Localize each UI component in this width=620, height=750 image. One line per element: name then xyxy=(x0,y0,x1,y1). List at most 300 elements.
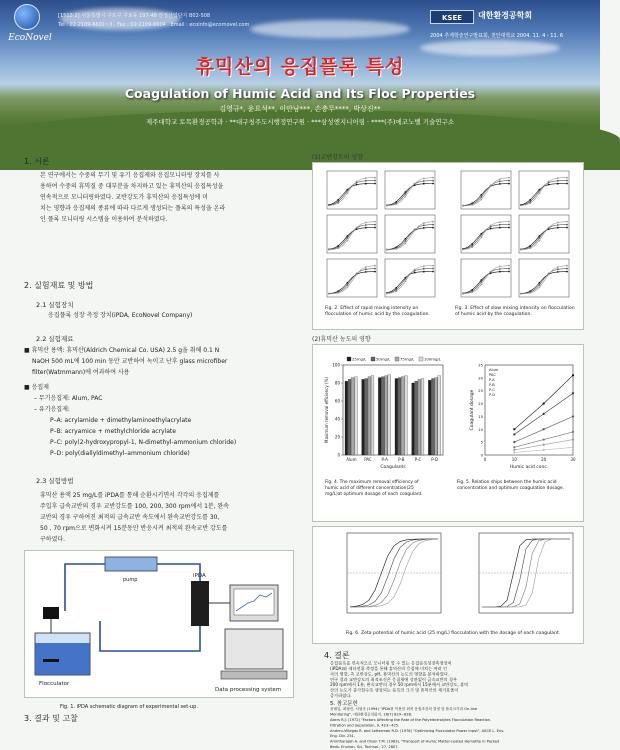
growth-point xyxy=(471,243,473,245)
growth-point xyxy=(539,190,541,192)
growth-point xyxy=(481,236,483,238)
growth-point xyxy=(347,287,349,289)
bar xyxy=(412,383,415,455)
x-tick-label: P-B xyxy=(398,457,405,462)
bar xyxy=(382,377,385,455)
econovel-logo xyxy=(6,4,50,46)
growth-point xyxy=(508,183,510,185)
method-paragraph xyxy=(40,490,229,545)
y-tick-label: 60 xyxy=(334,398,340,404)
results-heading: 3. 결과 및 고찰 xyxy=(24,714,78,723)
fig2-caption: Fig. 2. Effect of rapid mixing intensity on flocculation of humic acid by the coagulation. xyxy=(325,306,430,317)
legend-label: PAC xyxy=(489,373,496,377)
legend-swatch xyxy=(347,357,351,361)
fig5-caption-line: Fig. 5. Relation ships between the humic acid xyxy=(457,480,557,485)
text-line: 인 플록 모니터링 시스템을 이용하여 분석하였다. xyxy=(40,216,168,223)
growth-point xyxy=(471,246,473,248)
growth-point xyxy=(374,224,376,226)
growth-point xyxy=(365,266,367,268)
text-line: 용하여 수중의 휴믹질 중 대부분을 차지하고 있는 휴믹산의 응집특성을 xyxy=(40,183,224,190)
monitor-screen xyxy=(234,589,274,615)
growth-point xyxy=(365,271,367,273)
growth-point xyxy=(471,291,473,293)
legend-label: 75mg/L xyxy=(400,356,415,362)
growth-point xyxy=(520,249,522,251)
concentration-plots-svg xyxy=(313,345,585,523)
x-tick-label: P-A xyxy=(381,457,388,462)
flocculator-label: Flocculator xyxy=(39,681,70,687)
growth-point xyxy=(432,271,434,273)
bar xyxy=(362,379,365,455)
legend-label: Alum xyxy=(489,368,499,372)
growth-point xyxy=(566,224,568,226)
y-tick-label: 5 xyxy=(480,439,483,445)
legend-swatch xyxy=(395,357,399,361)
growth-point xyxy=(539,192,541,194)
fig1-svg xyxy=(25,551,295,699)
growth-point xyxy=(423,271,425,273)
cloud-shape xyxy=(250,20,410,38)
data-point xyxy=(572,438,574,440)
growth-point xyxy=(432,265,434,267)
growth-point xyxy=(508,180,510,182)
y-tick-label: 0 xyxy=(337,452,340,458)
reagents-paragraph xyxy=(24,345,236,459)
text-line: NaOH 500 mL에 100 min 동안 교반하여 녹이고 난후 glass microfiber xyxy=(32,358,228,365)
bar xyxy=(438,376,441,455)
data-point xyxy=(513,428,515,430)
bar xyxy=(435,378,438,455)
y-axis-label: Coagulant dosage xyxy=(470,389,475,431)
growth-point xyxy=(374,268,376,270)
bar xyxy=(351,378,354,455)
growth-point xyxy=(481,284,483,286)
data-point xyxy=(543,402,545,404)
intro-paragraph xyxy=(40,170,225,225)
mixing-figure-panel xyxy=(312,162,584,330)
bar xyxy=(401,377,404,455)
growth-point xyxy=(432,227,434,229)
growth-point xyxy=(374,227,376,229)
growth-point xyxy=(499,266,501,268)
data-point xyxy=(572,446,574,448)
conclusion-and-refs xyxy=(330,661,590,750)
growth-point xyxy=(395,290,397,292)
growth-point xyxy=(405,240,407,242)
growth-point xyxy=(508,224,510,226)
society-badge: KSEE xyxy=(430,10,474,24)
growth-point xyxy=(405,243,407,245)
growth-point xyxy=(347,284,349,286)
growth-point xyxy=(557,227,559,229)
growth-point xyxy=(539,287,541,289)
zeta-figure-panel xyxy=(312,526,584,644)
x-tick-label: P-D xyxy=(431,457,439,462)
data-point xyxy=(543,444,545,446)
growth-point xyxy=(414,229,416,231)
text-line: – 무기응집제: Alum, PAC xyxy=(34,395,103,402)
society-name: 대한환경공학회 xyxy=(478,11,533,20)
x-tick-label: P-C xyxy=(414,457,422,462)
growth-point xyxy=(499,227,501,229)
growth-point xyxy=(405,238,407,240)
growth-point xyxy=(462,205,464,207)
growth-point xyxy=(508,221,510,223)
growth-point xyxy=(499,183,501,185)
growth-point xyxy=(347,190,349,192)
mini-plot-frame xyxy=(385,259,435,297)
keyboard xyxy=(221,671,287,679)
globe-icon xyxy=(14,4,40,30)
growth-point xyxy=(566,227,568,229)
growth-point xyxy=(432,221,434,223)
growth-point xyxy=(557,268,559,270)
growth-point xyxy=(566,221,568,223)
text-line: 주입후 급속교반의 경우 교반강도를 100, 200, 300 rpm에서 1분, 완속 xyxy=(40,503,230,510)
ref-line: Andreu-Villegas R. and Letterman R.D. (1976) "Optimizing Flocculator Power Input", ASCE L. Env. xyxy=(330,728,505,733)
growth-point xyxy=(529,247,531,249)
y-tick-label: 35 xyxy=(478,362,483,368)
apparatus-text xyxy=(48,310,192,321)
mini-plot-frame xyxy=(519,171,569,209)
growth-point xyxy=(423,268,425,270)
refs-heading: 5. 참고문헌 xyxy=(330,700,358,707)
data-point xyxy=(513,433,515,435)
zeta-plots-svg xyxy=(313,527,585,627)
text-line: P–A: acrylamide + dimethylaminoethylacrylate xyxy=(50,417,192,424)
data-point xyxy=(543,449,545,451)
conclusion-heading: 4. 결론 xyxy=(324,651,350,660)
poster-title-ko: 휴믹산의 응집플록 특성 xyxy=(195,56,405,78)
legend-label: P-D xyxy=(489,393,496,397)
growth-point xyxy=(328,249,330,251)
growth-point xyxy=(539,284,541,286)
growth-point xyxy=(423,178,425,180)
ipda-unit xyxy=(191,581,209,626)
growth-point xyxy=(566,271,568,273)
growth-point xyxy=(405,280,407,282)
growth-point xyxy=(557,271,559,273)
legend-swatch xyxy=(371,357,375,361)
growth-point xyxy=(548,184,550,186)
impeller xyxy=(43,659,59,662)
intro-heading: 1. 서론 xyxy=(24,157,50,166)
legend-label: 50mg/L xyxy=(376,356,391,362)
y-tick-label: 0 xyxy=(480,452,483,458)
x-tick-label: 10 xyxy=(511,457,517,462)
text-line: 산의 농도가 증가할수록 생성되는 플록의 크기 및 휴믹산의 제거효율이 xyxy=(330,688,459,693)
contact-address: [1512-2] 서울특별시 구로구 구로동 197-48 안정산업단지 B02-508 xyxy=(58,13,211,19)
mixing-plots-svg xyxy=(313,163,585,301)
growth-point xyxy=(566,265,568,267)
y-axis-label: Maximum removal efficiency (%) xyxy=(324,377,329,443)
stirrer-motor xyxy=(43,607,59,619)
growth-point xyxy=(462,293,464,295)
growth-point xyxy=(432,183,434,185)
text-line: 증가하였다. xyxy=(330,693,352,699)
text-line: 200 rpm에서 1분, 완속교반의 경우 50 rpm에서 15분에서 교반강도, 휴믹 xyxy=(330,682,469,688)
growth-point xyxy=(374,183,376,185)
growth-point xyxy=(356,181,358,183)
growth-point xyxy=(347,240,349,242)
legend-label: 100mg/L xyxy=(424,356,441,362)
fig1-schematic xyxy=(24,550,294,698)
growth-point xyxy=(529,202,531,204)
bar xyxy=(355,377,358,455)
text-span: 응집제 xyxy=(31,384,49,391)
growth-point xyxy=(508,268,510,270)
data-point xyxy=(513,451,515,453)
tube-line xyxy=(65,564,105,611)
text-line: 응집플록 성장 측정 장치(iPDA, EcoNovel Company) xyxy=(48,312,193,319)
growth-point xyxy=(481,281,483,283)
growth-point xyxy=(499,178,501,180)
text-line: 휴믹산 용액 25 mg/L를 iPDA를 통해 순환시키면서 각각의 응집제를 xyxy=(40,492,220,499)
growth-point xyxy=(337,199,339,201)
growth-point xyxy=(432,177,434,179)
pump-body xyxy=(105,557,157,571)
growth-point xyxy=(356,184,358,186)
fig4-caption-line: mg/L)at optimum dosage of each coagulant. xyxy=(325,492,423,497)
contact-phone: Tel : 02-2109-6601~3 . Fax : 02-2109-6604 . Email : ecoinfo@ecornovel.com xyxy=(58,22,250,28)
data-point xyxy=(572,431,574,433)
text-span: 휴믹산 용액: 휴믹산(Aldrich Chemical Co. USA) 2.5 g을 취해 0.1 N xyxy=(31,347,220,354)
y-tick-label: 30 xyxy=(478,375,483,381)
fig4-caption-line: Fig. 4. The maximum removal efficiency of xyxy=(325,480,419,485)
panel2-label: (2)휴믹산 농도의 영향 xyxy=(312,336,371,343)
bar xyxy=(368,377,371,455)
growth-point xyxy=(386,249,388,251)
growth-point xyxy=(499,268,501,270)
growth-point xyxy=(374,265,376,267)
growth-point xyxy=(499,271,501,273)
panel1-label: (1)교반강도의 영향 xyxy=(312,154,363,161)
growth-point xyxy=(337,292,339,294)
data-point xyxy=(572,374,574,376)
bar xyxy=(385,376,388,455)
growth-point xyxy=(365,180,367,182)
bar xyxy=(398,378,401,455)
data-point xyxy=(572,415,574,417)
bar xyxy=(415,381,418,455)
x-axis-label: Coagulants xyxy=(380,465,406,470)
growth-point xyxy=(499,224,501,226)
poster-title-en: Coagulation of Humic Acid and Its Floc Properties xyxy=(124,86,476,101)
growth-point xyxy=(490,225,492,227)
growth-point xyxy=(386,293,388,295)
growth-point xyxy=(347,237,349,239)
growth-point xyxy=(548,181,550,183)
fig1-caption: Fig. 1. iPDA schematic diagram of experimental set-up. xyxy=(60,704,198,710)
bar xyxy=(348,379,351,455)
x-tick-label: 20 xyxy=(541,457,547,462)
mini-plot-frame xyxy=(461,215,511,253)
bar-plot-frame xyxy=(343,365,443,455)
growth-point xyxy=(539,240,541,242)
y-tick-label: 100 xyxy=(332,362,340,368)
growth-point xyxy=(414,183,416,185)
methods-heading: 2. 실험재료 및 방법 xyxy=(24,281,94,290)
growth-point xyxy=(490,185,492,187)
fig5-caption-line: concentration and optimum coagulation dosage. xyxy=(457,486,565,491)
growth-point xyxy=(365,268,367,270)
daq-label: Data processing system xyxy=(215,687,282,693)
growth-point xyxy=(365,222,367,224)
ref-line: Amirtharajah A. and Olson T.M. (1983), "Transport of Humic Matter-coated Hematite in Packed xyxy=(330,739,500,744)
ref-line: Beds. Environ. Sci. Technol., 27, 2807. xyxy=(330,745,399,750)
growth-point xyxy=(557,266,559,268)
growth-point xyxy=(337,247,339,249)
growth-point xyxy=(481,199,483,201)
growth-point xyxy=(539,237,541,239)
apparatus-heading: 2.1 실험장치 xyxy=(36,301,74,309)
growth-point xyxy=(365,183,367,185)
affiliation-list: 제주대학교 토목환경공학과 · **대구청주도시행정연구원 · ***삼성엔지니어링 · ****(주)에코노벨 기술연구소 xyxy=(145,118,455,126)
bar xyxy=(378,378,381,455)
growth-point xyxy=(508,271,510,273)
growth-point xyxy=(423,265,425,267)
x-tick-label: 30 xyxy=(570,457,576,462)
concentration-figure-panel xyxy=(312,344,584,522)
author-list: 김영규*, 윤요석**, 이안남***, 손충무****, 박상진** xyxy=(219,105,381,113)
bar xyxy=(371,376,374,455)
x-tick-label: Alum xyxy=(346,457,357,462)
growth-point xyxy=(374,271,376,273)
growth-point xyxy=(490,271,492,273)
x-tick-label: 0 xyxy=(483,457,487,462)
growth-point xyxy=(566,177,568,179)
growth-point xyxy=(481,234,483,236)
data-point xyxy=(572,392,574,394)
y-tick-label: 20 xyxy=(334,434,340,440)
growth-point xyxy=(432,224,434,226)
tube-line xyxy=(100,621,200,651)
bar xyxy=(388,375,391,455)
growth-point xyxy=(365,224,367,226)
growth-point xyxy=(566,183,568,185)
growth-point xyxy=(557,183,559,185)
legend-label: P-C xyxy=(489,388,495,392)
logo-text: EcoNovel xyxy=(8,33,52,43)
growth-point xyxy=(374,180,376,182)
text-line: P–D: poly(diallyldimethyl–ammonium chloride) xyxy=(50,450,190,457)
fig3-caption: Fig. 3. Effect of slow mixing intensity on flocculation of humic acid by the coagulation. xyxy=(455,306,575,317)
growth-point xyxy=(548,273,550,275)
x-axis-label: Humic acid conc. xyxy=(509,465,549,470)
bar xyxy=(395,379,398,456)
text-line: 자의 영향, 즉 교반강도, pH, 휴믹산의 농도의 영향을 분석하였다. xyxy=(330,671,450,677)
x-tick-label: PAC xyxy=(364,457,372,462)
mini-plot-frame xyxy=(327,171,377,209)
text-line: 연구 결과 교반강도의 최적조건은 응집제에 상관없이 급속교반의 경우 xyxy=(330,677,458,682)
data-point xyxy=(513,441,515,443)
growth-point xyxy=(566,180,568,182)
data-point xyxy=(543,413,545,415)
growth-point xyxy=(499,180,501,182)
growth-point xyxy=(432,180,434,182)
computer-case xyxy=(225,629,283,669)
text-line: 본 연구에서는 수중의 무기 및 유기 응집제와 응집모니터링 장치를 사 xyxy=(40,172,220,179)
conference-info: 2004 추계학술연구발표회, 천안대학교 2004. 11. 4 - 11. 6 xyxy=(430,33,564,39)
text-line: P–B: acryamice + methylchloride acrylate xyxy=(50,428,176,435)
growth-point xyxy=(481,194,483,196)
y-tick-label: 40 xyxy=(334,416,340,422)
method-heading: 2.3 실험방법 xyxy=(36,477,74,485)
text-line: P–C: poly(2-hydroxypropyl-1, N-dimethyl-ammonium chloride) xyxy=(50,439,237,446)
bar xyxy=(345,381,348,455)
bar xyxy=(418,379,421,455)
legend-swatch xyxy=(419,357,423,361)
growth-point xyxy=(423,222,425,224)
growth-point xyxy=(499,221,501,223)
text-line: ■ 응집제 xyxy=(24,384,49,391)
growth-point xyxy=(557,222,559,224)
text-line: filter(Watmmann)에 여과하여 사용 xyxy=(32,369,130,376)
growth-point xyxy=(328,205,330,207)
ref-line: Monitoring", 대한환경공학회지, 16(7) 829~838. xyxy=(330,712,413,717)
growth-point xyxy=(423,183,425,185)
bar xyxy=(432,379,435,456)
growth-point xyxy=(395,287,397,289)
growth-point xyxy=(337,202,339,204)
text-line: 연속적으로 모니터링하였다. 교반강도가 휴믹산의 응집특성에 미 xyxy=(40,194,208,201)
text-line: 응집플록을 연속적으로 모니터링 할 수 있는 응집플록성장측정장치 xyxy=(330,661,452,666)
data-point xyxy=(513,446,515,448)
growth-point xyxy=(471,204,473,206)
growth-point xyxy=(374,221,376,223)
growth-point xyxy=(395,248,397,250)
growth-point xyxy=(347,282,349,284)
data-point xyxy=(513,449,515,451)
growth-point xyxy=(508,177,510,179)
ipda-label: iPDA xyxy=(193,573,206,579)
growth-point xyxy=(347,192,349,194)
growth-point xyxy=(356,273,358,275)
legend-label: P-B xyxy=(489,383,495,387)
growth-point xyxy=(432,268,434,270)
growth-point xyxy=(405,196,407,198)
growth-point xyxy=(508,227,510,229)
growth-point xyxy=(548,227,550,229)
text-line: 치는 영향과 응집제의 종류에 따라 다르게 생성되는 플록의 특성을 온라 xyxy=(40,205,226,212)
text-line: 구하였다. xyxy=(40,536,66,543)
bar xyxy=(428,380,431,455)
data-point xyxy=(543,428,545,430)
growth-point xyxy=(490,228,492,230)
growth-point xyxy=(539,282,541,284)
y-tick-label: 20 xyxy=(478,401,483,407)
growth-point xyxy=(328,293,330,295)
ref-line: Filtration and Separation, 9, 423~425. xyxy=(330,723,400,728)
growth-point xyxy=(508,265,510,267)
growth-point xyxy=(395,203,397,205)
ref-line: Eng. Div. 251. xyxy=(330,734,356,739)
scaled-text-block xyxy=(330,661,590,750)
growth-point xyxy=(557,180,559,182)
growth-point xyxy=(386,205,388,207)
text-line: 50 , 70 rpm으로 변화시켜 15분동안 반응시켜 최적의 완속교반 강도를 xyxy=(40,525,228,532)
growth-point xyxy=(462,249,464,251)
poster-header xyxy=(0,0,600,140)
y-tick-label: 15 xyxy=(478,413,483,419)
text-line: – 유기응집제: xyxy=(34,406,70,413)
ref-line: 윤태일, 최형진, 서형준 (1994) "iPDA를 이용한 최적 응집조건의 결정 및 플록크기의 On-line xyxy=(330,707,478,712)
growth-point xyxy=(365,177,367,179)
growth-point xyxy=(356,227,358,229)
growth-point xyxy=(557,177,559,179)
fig6-caption: Fig. 6. Zeta potential of humic acid (25 mg/L) flocculation with the dosage of each coagulant. xyxy=(345,631,561,636)
bar xyxy=(365,379,368,456)
